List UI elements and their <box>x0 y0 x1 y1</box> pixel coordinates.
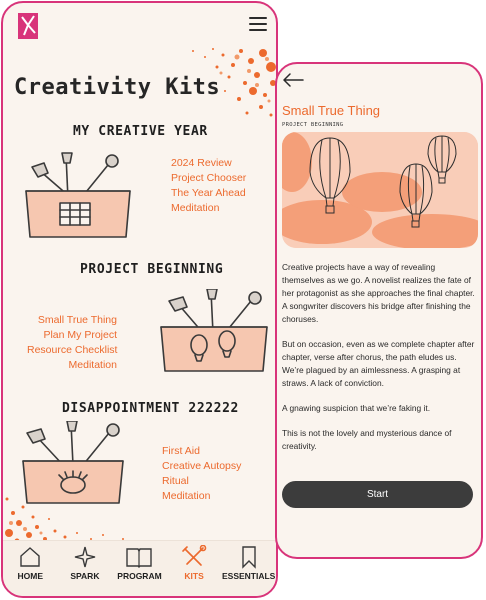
book-icon <box>125 545 153 569</box>
app-logo-icon <box>16 11 40 41</box>
tools-icon <box>181 545 207 569</box>
nav-label: HOME <box>17 571 44 581</box>
kit-link-plan-my-project[interactable]: Plan My Project <box>43 329 117 341</box>
toolbox-illustration <box>18 151 138 241</box>
nav-label: SPARK <box>70 571 100 581</box>
description-paragraph: A gnawing suspicion that we’re faking it. <box>282 403 431 413</box>
nav-home[interactable] <box>3 545 57 581</box>
spark-icon <box>73 545 97 569</box>
kit-category: PROJECT BEGINNING <box>282 122 344 128</box>
toolbox-illustration <box>17 421 129 507</box>
toolbox-illustration <box>155 289 273 375</box>
section-title-project-beginning: PROJECT BEGINNING <box>80 262 224 277</box>
section-links <box>162 444 241 504</box>
description-paragraph: Creative projects have a way of revealing themselves as we go. A novelist realizes the fate of her protagonist as she approaches the final chapter. A songwriter discovers his bridge after finishing the choruses. <box>282 262 475 324</box>
kit-link-small-true-thing[interactable]: Small True Thing <box>37 314 117 326</box>
home-icon <box>18 545 42 569</box>
description-paragraph: This is not the lovely and mysterious dance of creativity. <box>282 428 452 451</box>
hot-air-balloons-image <box>282 132 478 248</box>
kits-screen <box>1 1 278 598</box>
kit-description <box>282 261 476 465</box>
hamburger-menu-icon[interactable] <box>249 17 269 33</box>
back-arrow-icon[interactable] <box>282 72 304 88</box>
top-bar <box>3 3 276 47</box>
nav-label: PROGRAM <box>117 571 162 581</box>
kit-detail-screen <box>275 62 483 559</box>
bottom-nav <box>3 540 276 596</box>
kit-link-the-year-ahead[interactable]: The Year Ahead <box>171 187 246 199</box>
section-links <box>27 313 117 373</box>
nav-spark[interactable] <box>58 545 112 581</box>
nav-label: KITS <box>184 571 204 581</box>
kit-link-resource-checklist[interactable]: Resource Checklist <box>27 344 118 356</box>
kit-title: Small True Thing <box>282 103 381 118</box>
bookmark-icon <box>237 545 261 569</box>
kit-link-meditation[interactable]: Meditation <box>68 359 117 371</box>
start-button[interactable]: Start <box>282 481 473 508</box>
section-title-disappointment: DISAPPOINTMENT 222222 <box>62 401 239 416</box>
nav-program[interactable] <box>112 545 166 581</box>
kit-link-2024-review[interactable]: 2024 Review <box>171 157 232 169</box>
description-paragraph: But on occasion, even as we complete chapter after chapter, verse after chorus, the path eludes us. We’re plagued by an aimlessness. A grasping at straws. A lack of conviction. <box>282 339 475 388</box>
kit-link-creative-autopsy[interactable]: Creative Autopsy <box>162 460 242 472</box>
hero-image <box>282 132 478 248</box>
nav-essentials[interactable] <box>222 545 276 581</box>
nav-label: ESSENTIALS <box>221 571 276 581</box>
kit-link-first-aid[interactable]: First Aid <box>162 445 200 457</box>
kit-link-meditation[interactable]: Meditation <box>162 490 211 502</box>
nav-kits[interactable] <box>167 545 221 581</box>
kit-link-meditation[interactable]: Meditation <box>171 202 220 214</box>
kit-link-ritual[interactable]: Ritual <box>162 475 189 487</box>
page-title: Creativity Kits <box>14 75 221 100</box>
kit-link-project-chooser[interactable]: Project Chooser <box>171 172 247 184</box>
section-links <box>171 156 246 216</box>
section-title-my-creative-year: MY CREATIVE YEAR <box>73 124 208 139</box>
